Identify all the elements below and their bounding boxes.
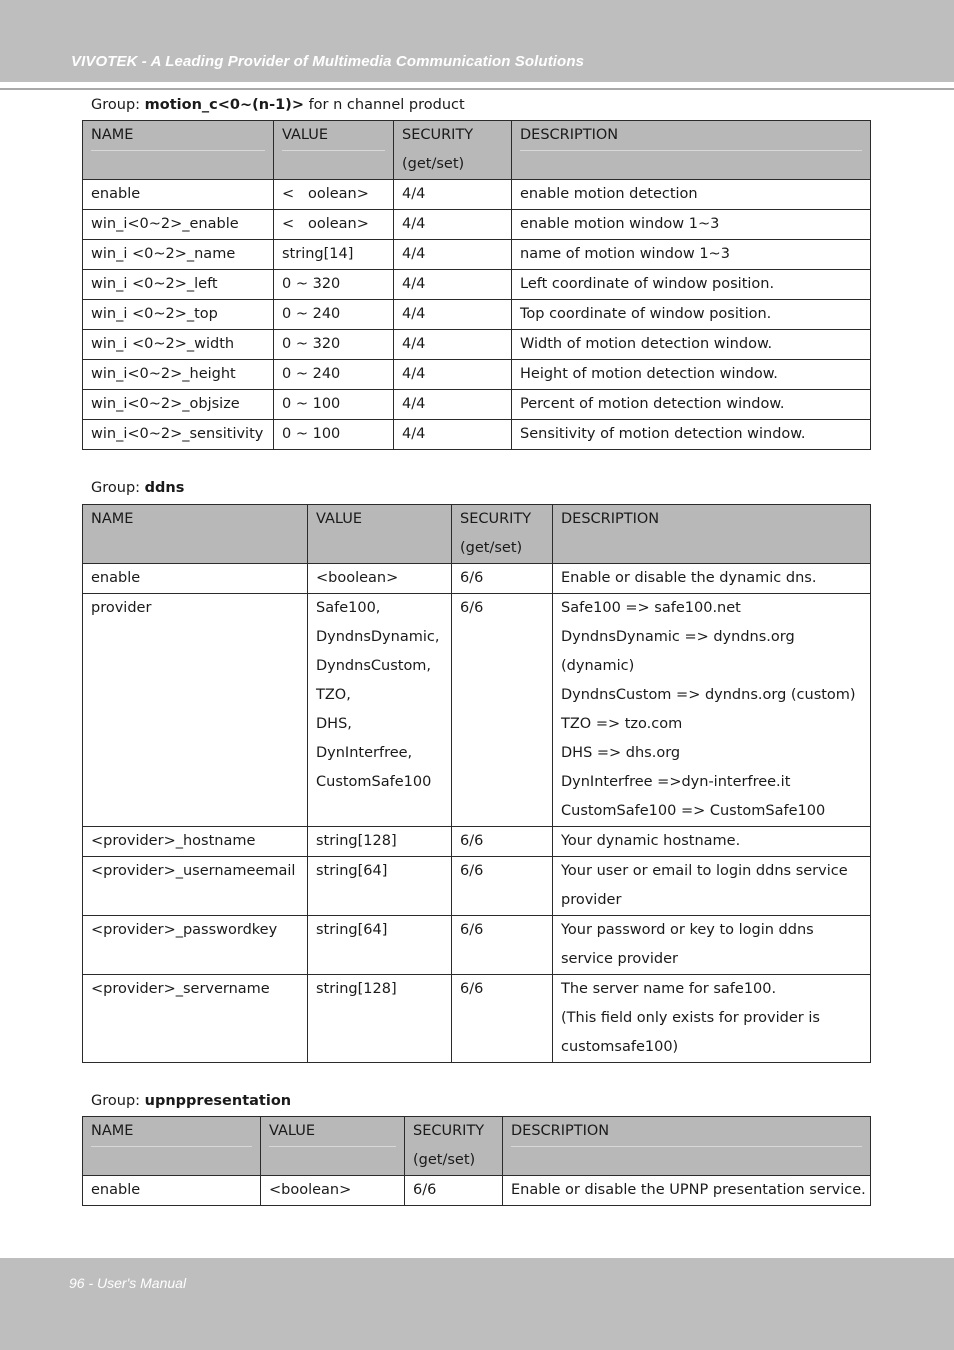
param-value: 0 ~ 240: [274, 360, 394, 390]
col-security-header: SECURITY (get/set): [394, 121, 512, 180]
table-row: [83, 270, 871, 300]
param-name: enable: [83, 564, 308, 594]
description-line: service provider: [561, 951, 678, 967]
col-description-header: DESCRIPTION: [512, 121, 871, 180]
footer-page-label: 96 - User's Manual: [69, 1275, 187, 1291]
param-description: [553, 916, 871, 975]
param-security: 6/6: [452, 827, 553, 857]
col-name-header: NAME: [83, 505, 308, 564]
param-value: < oolean>: [274, 210, 394, 240]
param-description: Enable or disable the dynamic dns.: [553, 564, 871, 594]
table-row: [83, 390, 871, 420]
table-row: [83, 1176, 871, 1206]
description-line: Safe100 => safe100.net: [561, 600, 741, 616]
param-security: 4/4: [394, 360, 512, 390]
table-row: [83, 360, 871, 390]
group-label-upnp: [91, 1093, 291, 1109]
description-line: The server name for safe100.: [561, 981, 777, 997]
param-description: Width of motion detection window.: [512, 330, 871, 360]
param-security: 6/6: [452, 975, 553, 1063]
param-name: enable: [83, 1176, 261, 1206]
param-description: enable motion window 1~3: [512, 210, 871, 240]
table-row: [83, 827, 871, 857]
param-name: <provider>_servername: [83, 975, 308, 1063]
param-description: Top coordinate of window position.: [512, 300, 871, 330]
param-value: 0 ~ 100: [274, 420, 394, 450]
param-description: [553, 594, 871, 827]
param-description: Your dynamic hostname.: [553, 827, 871, 857]
param-name: win_i<0~2>_enable: [83, 210, 274, 240]
param-security: 4/4: [394, 210, 512, 240]
param-security: 6/6: [452, 916, 553, 975]
param-name: win_i <0~2>_top: [83, 300, 274, 330]
param-name: win_i <0~2>_name: [83, 240, 274, 270]
group-prefix: Group:: [91, 97, 145, 113]
col-description-header: DESCRIPTION: [503, 1117, 871, 1176]
header-title: VIVOTEK - A Leading Provider of Multimedia Communication Solutions: [71, 53, 585, 70]
param-description: [553, 975, 871, 1063]
param-name: win_i<0~2>_objsize: [83, 390, 274, 420]
param-description: [553, 857, 871, 916]
param-security: 6/6: [405, 1176, 503, 1206]
description-line: DyndnsCustom => dyndns.org (custom): [561, 687, 856, 703]
group-prefix: Group:: [91, 1093, 145, 1109]
group-name-ddns: ddns: [144, 480, 185, 496]
description-line: TZO => tzo.com: [561, 716, 683, 732]
param-value: 0 ~ 240: [274, 300, 394, 330]
col-value-header: VALUE: [274, 121, 394, 180]
param-name: <provider>_usernameemail: [83, 857, 308, 916]
description-line: Your password or key to login ddns: [561, 922, 814, 938]
col-security-header: SECURITY (get/set): [452, 505, 553, 564]
description-line: (dynamic): [561, 658, 635, 674]
param-name: <provider>_passwordkey: [83, 916, 308, 975]
param-security: 4/4: [394, 270, 512, 300]
param-value: 0 ~ 320: [274, 270, 394, 300]
param-name: provider: [83, 594, 308, 827]
col-value-header: VALUE: [308, 505, 452, 564]
col-name-header: NAME: [83, 121, 274, 180]
param-security: 6/6: [452, 594, 553, 827]
table-row: [83, 594, 871, 827]
description-line: DHS => dhs.org: [561, 745, 681, 761]
param-security: 4/4: [394, 420, 512, 450]
upnp-table: [82, 1116, 871, 1206]
param-value: string[128]: [308, 827, 452, 857]
param-security: 6/6: [452, 564, 553, 594]
param-value: [308, 594, 452, 827]
description-line: DyndnsDynamic => dyndns.org: [561, 629, 795, 645]
page-header: [0, 0, 954, 82]
param-description: Sensitivity of motion detection window.: [512, 420, 871, 450]
col-name-header: NAME: [83, 1117, 261, 1176]
value-option: TZO,: [316, 687, 351, 703]
description-line: provider: [561, 892, 622, 908]
value-option: DyndnsCustom,: [316, 658, 432, 674]
param-description: Enable or disable the UPNP presentation service.: [503, 1176, 871, 1206]
description-line: customsafe100): [561, 1039, 679, 1055]
param-value: string[64]: [308, 916, 452, 975]
description-line: CustomSafe100 => CustomSafe100: [561, 803, 826, 819]
param-name: enable: [83, 180, 274, 210]
col-value-header: VALUE: [261, 1117, 405, 1176]
param-security: 4/4: [394, 330, 512, 360]
param-security: 4/4: [394, 180, 512, 210]
col-security-header: SECURITY (get/set): [405, 1117, 503, 1176]
table-row: [83, 420, 871, 450]
value-option: Safe100,: [316, 600, 381, 616]
motion-table: [82, 120, 871, 450]
group-prefix: Group:: [91, 480, 145, 496]
table-row: [83, 300, 871, 330]
description-line: (This field only exists for provider is: [561, 1010, 820, 1026]
param-security: 6/6: [452, 857, 553, 916]
table-row: [83, 564, 871, 594]
table-header-row: [83, 121, 871, 180]
param-value: string[14]: [274, 240, 394, 270]
description-line: Your user or email to login ddns service: [561, 863, 848, 879]
param-security: 4/4: [394, 390, 512, 420]
param-name: win_i<0~2>_sensitivity: [83, 420, 274, 450]
param-value: string[64]: [308, 857, 452, 916]
group-label-motion: [91, 97, 465, 113]
param-security: 4/4: [394, 240, 512, 270]
page-footer: [0, 1258, 954, 1350]
group-name-upnp: upnppresentation: [144, 1093, 292, 1109]
value-option: DHS,: [316, 716, 352, 732]
table-row: [83, 180, 871, 210]
table-row: [83, 330, 871, 360]
description-line: DynInterfree =>dyn-interfree.it: [561, 774, 791, 790]
group-name-motion: motion_c<0~(n-1)>: [144, 97, 304, 113]
table-header-row: [83, 505, 871, 564]
table-row: [83, 240, 871, 270]
table-row: [83, 975, 871, 1063]
param-name: win_i <0~2>_width: [83, 330, 274, 360]
col-description-header: DESCRIPTION: [553, 505, 871, 564]
value-option: CustomSafe100: [316, 774, 432, 790]
param-description: name of motion window 1~3: [512, 240, 871, 270]
param-description: enable motion detection: [512, 180, 871, 210]
param-description: Percent of motion detection window.: [512, 390, 871, 420]
header-rule: [0, 88, 954, 90]
param-value: < oolean>: [274, 180, 394, 210]
param-name: win_i <0~2>_left: [83, 270, 274, 300]
table-row: [83, 210, 871, 240]
group-label-ddns: [91, 480, 184, 496]
param-name: win_i<0~2>_height: [83, 360, 274, 390]
group-suffix-motion: for n channel product: [303, 97, 465, 113]
param-value: <boolean>: [261, 1176, 405, 1206]
param-name: <provider>_hostname: [83, 827, 308, 857]
value-option: DyndnsDynamic,: [316, 629, 440, 645]
param-description: Height of motion detection window.: [512, 360, 871, 390]
param-value: 0 ~ 320: [274, 330, 394, 360]
param-value: string[128]: [308, 975, 452, 1063]
param-description: Left coordinate of window position.: [512, 270, 871, 300]
param-value: <boolean>: [308, 564, 452, 594]
table-row: [83, 857, 871, 916]
value-option: DynInterfree,: [316, 745, 413, 761]
table-header-row: [83, 1117, 871, 1176]
table-row: [83, 916, 871, 975]
param-value: 0 ~ 100: [274, 390, 394, 420]
param-security: 4/4: [394, 300, 512, 330]
ddns-table: [82, 504, 871, 1063]
